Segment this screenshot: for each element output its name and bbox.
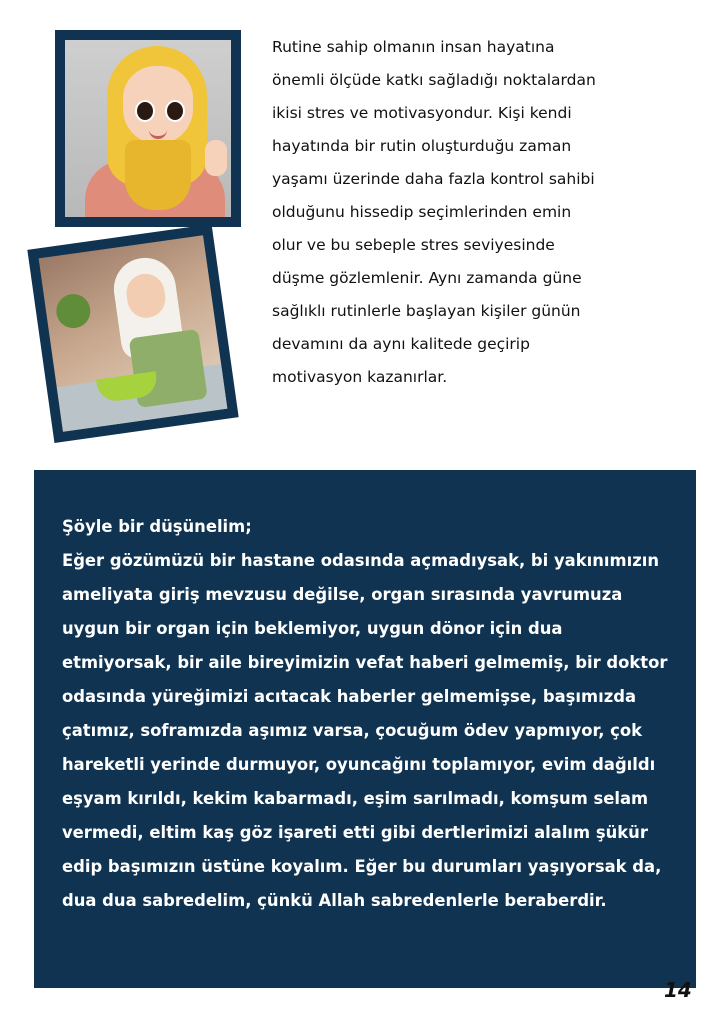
woman-washing-dishes-image xyxy=(39,235,228,431)
reflection-panel xyxy=(34,470,696,988)
girl-thumbs-up-image xyxy=(65,40,231,217)
panel-paragraph: Eğer gözümüzü bir hastane odasında açmadıysak, bi yakınımızın ameliyata giriş mevzusu değilse, organ sırasında yavrumuza uygun bir organ için beklemiyor, uygun dönor için dua etmiyorsak, bir aile bireyimizin vefat haberi gelmemiş, bir doktor odasında yüreğimizi acıtacak haberler gelmemişse, başımızda çatımız, soframızda aşımız varsa, çocuğum ödev yapmıyor, çok hareketli yerinde durmuyor, oyuncağını toplamıyor, evim dağıldı eşyam kırıldı, kekim kabarmadı, eşim sarılmadı, komşum selam vermedi, eltim kaş göz işareti etti gibi dertlerimizi alalım şükür edip başımızın üstüne koyalım. Eğer bu durumları yaşıyorsak da, dua dua sabredelim, çünkü Allah sabredenlerle beraberdir. xyxy=(62,551,668,910)
photo-frame-top xyxy=(55,30,241,227)
page-number: 14 xyxy=(664,978,692,1002)
intro-paragraph: Rutine sahip olmanın insan hayatına önemli ölçüde katkı sağladığı noktalardan ikisi stres ve motivasyondur. Kişi kendi hayatında bir rutin oluşturduğu zaman yaşamı üzerinde daha fazla kontrol sahibi olduğunu hissedip seçimlerinden emin olur ve bu sebeple stres seviyesinde düşme gözlemlenir. Aynı zamanda güne sağlıklı rutinlerle başlayan kişiler günün devamını da aynı kalitede geçirip motivasyon kazanırlar. xyxy=(272,38,596,386)
photo-frame-bottom xyxy=(27,224,238,443)
panel-heading: Şöyle bir düşünelim; xyxy=(62,517,252,536)
